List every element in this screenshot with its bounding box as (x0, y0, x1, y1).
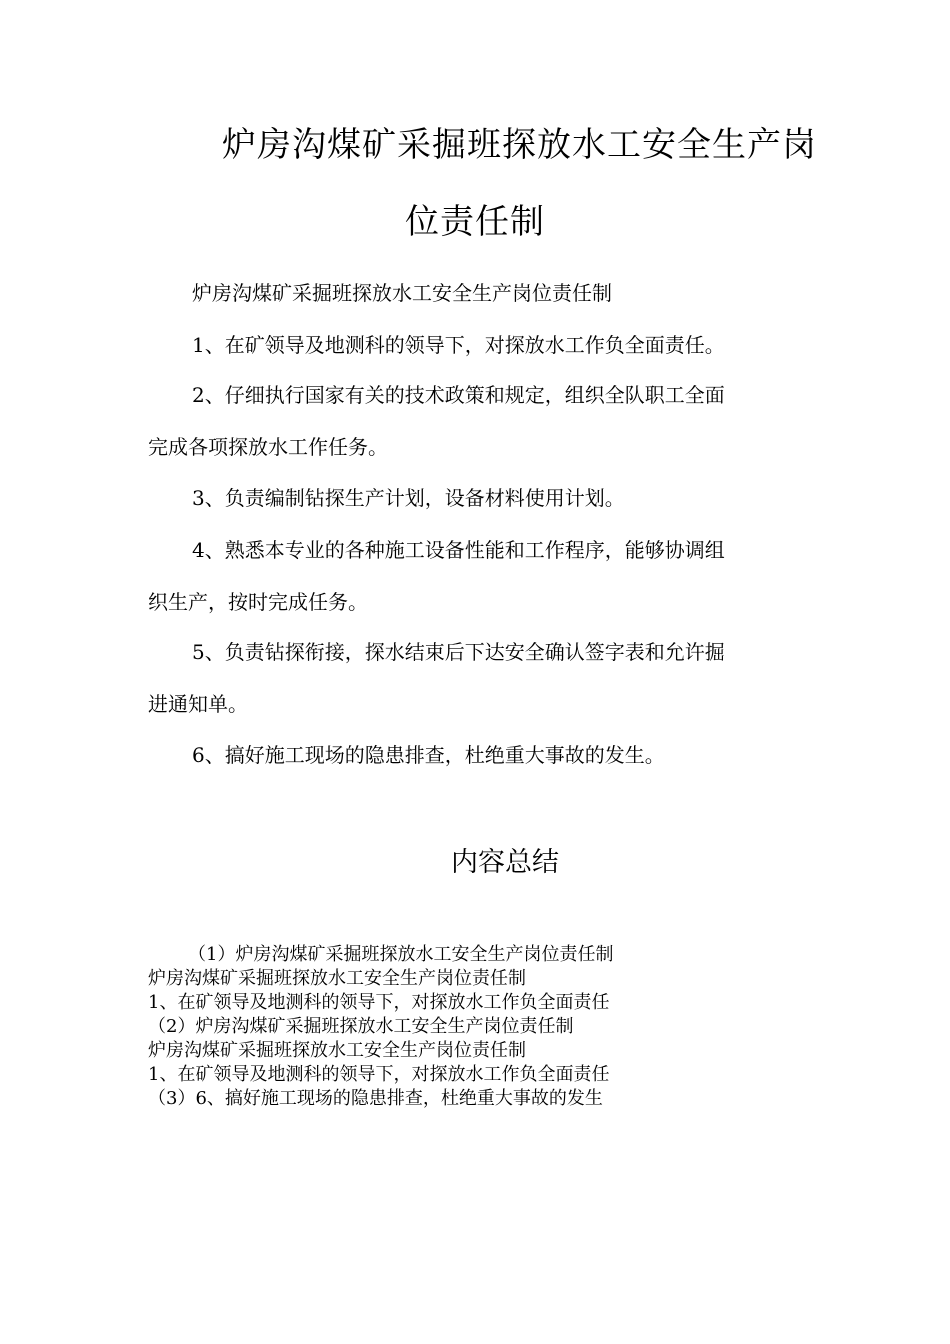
paragraph-item-4: 4、熟悉本专业的各种施工设备性能和工作程序，能够协调组 (192, 538, 725, 562)
paragraph-item-5-continued: 进通知单。 (148, 692, 248, 716)
paragraph-item-3: 3、负责编制钻探生产计划，设备材料使用计划。 (192, 486, 625, 510)
paragraph-item-5: 5、负责钻探衔接，探水结束后下达安全确认签字表和允许掘 (192, 640, 725, 664)
paragraph-heading: 炉房沟煤矿采掘班探放水工安全生产岗位责任制 (192, 281, 612, 305)
summary-line: 1、在矿领导及地测科的领导下，对探放水工作负全面责任 (148, 992, 610, 1013)
summary-line: （1）炉房沟煤矿采掘班探放水工安全生产岗位责任制 (188, 944, 614, 965)
paragraph-item-1: 1、在矿领导及地测科的领导下，对探放水工作负全面责任。 (192, 333, 725, 357)
summary-line: （2）炉房沟煤矿采掘班探放水工安全生产岗位责任制 (148, 1016, 574, 1037)
summary-line: 炉房沟煤矿采掘班探放水工安全生产岗位责任制 (148, 968, 526, 989)
summary-line: （3）6、搞好施工现场的隐患排查，杜绝重大事故的发生 (148, 1088, 603, 1109)
paragraph-item-6: 6、搞好施工现场的隐患排查，杜绝重大事故的发生。 (192, 743, 665, 767)
paragraph-item-4-continued: 织生产，按时完成任务。 (148, 590, 368, 614)
document-title-line-2-text: 位责任制 (405, 202, 545, 242)
paragraph-item-2-continued: 完成各项探放水工作任务。 (148, 435, 388, 459)
summary-title: 内容总结 (451, 847, 559, 878)
document-title-line-1: 炉房沟煤矿采掘班探放水工安全生产岗 (222, 125, 817, 165)
summary-line: 炉房沟煤矿采掘班探放水工安全生产岗位责任制 (148, 1040, 526, 1061)
paragraph-item-2: 2、仔细执行国家有关的技术政策和规定，组织全队职工全面 (192, 383, 725, 407)
document-title-line-2 (0, 195, 950, 249)
summary-line: 1、在矿领导及地测科的领导下，对探放水工作负全面责任 (148, 1064, 610, 1085)
